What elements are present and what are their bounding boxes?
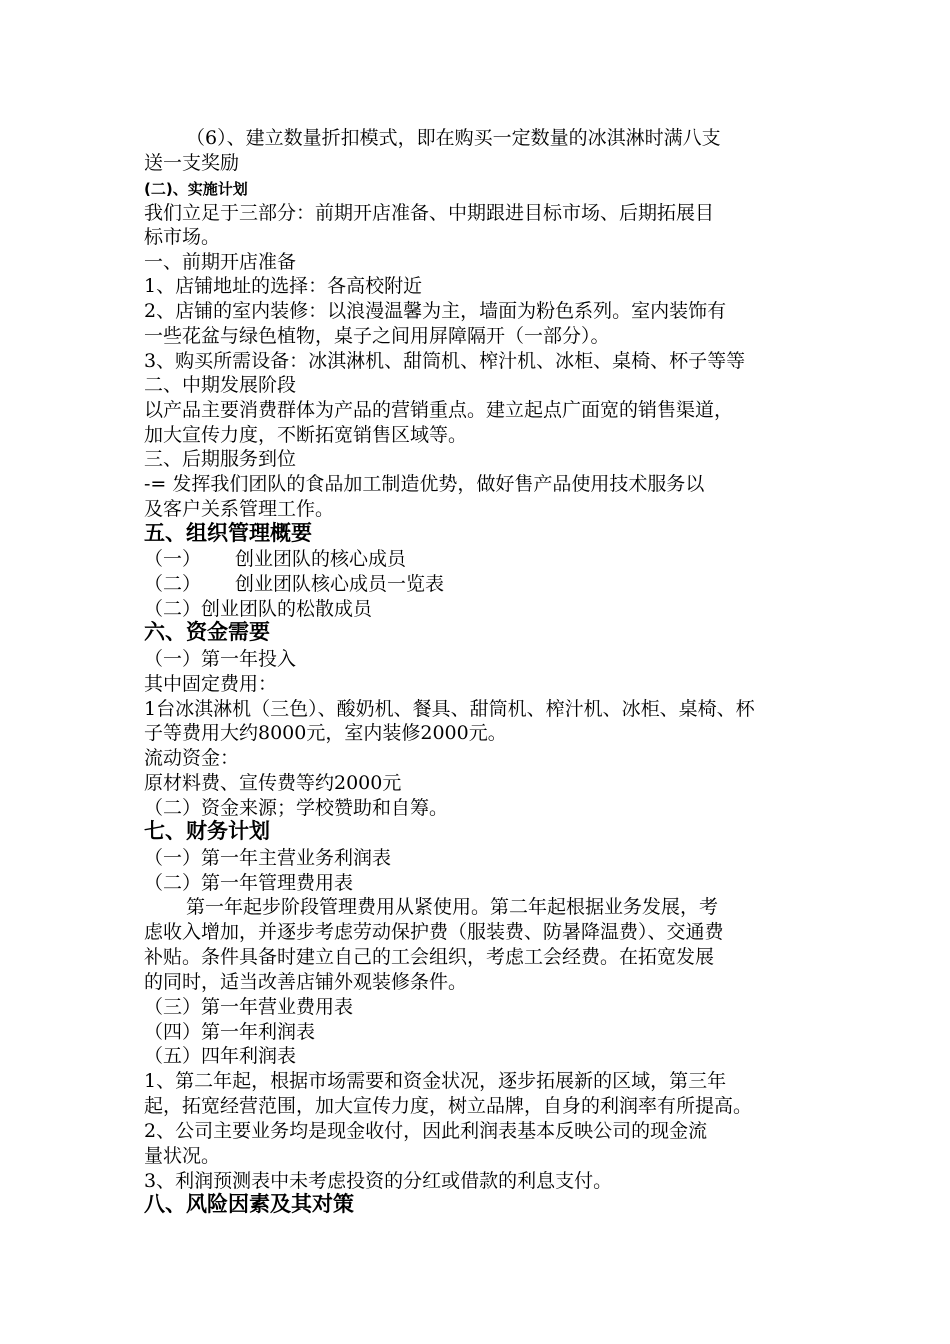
paragraph-line: 及客户关系管理工作。 — [144, 498, 335, 520]
list-item — [144, 547, 406, 571]
section-heading-6: 六、资金需要 — [144, 620, 270, 644]
paragraph-line: （三）第一年营业费用表 — [144, 996, 354, 1018]
paragraph-line: 3、利润预测表中未考虑投资的分红或借款的利息支付。 — [144, 1170, 613, 1192]
paragraph-line: 虑收入增加，并逐步考虑劳动保护费（服装费、防暑降温费）、交通费 — [144, 921, 724, 943]
paragraph-line: 的同时，适当改善店铺外观装修条件。 — [144, 971, 468, 993]
paragraph-line: 1台冰淇淋机（三色）、酸奶机、餐具、甜筒机、榨汁机、冰柜、桌椅、杯 — [144, 698, 755, 720]
paragraph-line: 标市场。 — [144, 226, 221, 248]
paragraph-line: 子等费用大约8000元，室内装修2000元。 — [144, 722, 507, 744]
list-item-number: （二） — [144, 573, 202, 595]
paragraph-line: （四）第一年利润表 — [144, 1021, 316, 1043]
paragraph-line: 补贴。条件具备时建立自己的工会组织，考虑工会经费。在拓宽发展 — [144, 946, 715, 968]
paragraph-line: （一）第一年主营业务利润表 — [144, 847, 392, 869]
paragraph-line: 送一支奖励 — [144, 152, 240, 174]
paragraph-line: 加大宣传力度，不断拓宽销售区域等。 — [144, 424, 468, 446]
section-heading-8: 八、风险因素及其对策 — [144, 1192, 354, 1216]
paragraph-line: （五）四年利润表 — [144, 1045, 297, 1067]
list-item-text: 创业团队的核心成员 — [235, 548, 407, 570]
paragraph-line: 一、前期开店准备 — [144, 251, 297, 273]
list-item — [144, 572, 444, 596]
paragraph-line: 三、后期服务到位 — [144, 448, 297, 470]
paragraph-line: （一）第一年投入 — [144, 648, 297, 670]
subsection-heading: (二)、实施计划 — [144, 180, 248, 198]
section-heading-7: 七、财务计划 — [144, 819, 270, 843]
paragraph-line: 量状况。 — [144, 1145, 221, 1167]
paragraph-line: 1、店铺地址的选择：各高校附近 — [144, 275, 423, 297]
paragraph-line: 流动资金： — [144, 747, 240, 769]
paragraph-line: 3、购买所需设备：冰淇淋机、甜筒机、榨汁机、冰柜、桌椅、杯子等等 — [144, 350, 746, 372]
section-heading-5: 五、组织管理概要 — [144, 521, 312, 545]
paragraph-line: 我们立足于三部分：前期开店准备、中期跟进目标市场、后期拓展目 — [144, 202, 715, 224]
paragraph-line: 2、店铺的室内装修：以浪漫温馨为主，墙面为粉色系列。室内装饰有 — [144, 300, 727, 322]
paragraph-line: 以产品主要消费群体为产品的营销重点。建立起点广面宽的销售渠道， — [144, 399, 734, 421]
paragraph-line: 一些花盆与绿色植物，桌子之间用屏障隔开（一部分）。 — [144, 325, 610, 347]
paragraph-line: （6）、建立数量折扣模式，即在购买一定数量的冰淇淋时满八支 — [186, 127, 721, 149]
paragraph-line: （二）资金来源；学校赞助和自筹。 — [144, 797, 449, 819]
paragraph-line: 其中固定费用： — [144, 673, 278, 695]
paragraph-line: （二）创业团队的松散成员 — [144, 598, 373, 620]
paragraph-line: 第一年起步阶段管理费用从紧使用。第二年起根据业务发展，考 — [186, 896, 719, 918]
paragraph-line: 2、公司主要业务均是现金收付，因此利润表基本反映公司的现金流 — [144, 1120, 708, 1142]
paragraph-line: 起，拓宽经营范围，加大宣传力度，树立品牌，自身的利润率有所提高。 — [144, 1095, 753, 1117]
paragraph-line: 原材料费、宣传费等约2000元 — [144, 772, 402, 794]
paragraph-line: 1、第二年起，根据市场需要和资金状况，逐步拓展新的区域，第三年 — [144, 1070, 727, 1092]
paragraph-line: （二）第一年管理费用表 — [144, 872, 354, 894]
list-item-text: 创业团队核心成员一览表 — [235, 573, 445, 595]
paragraph-line: 二、中期发展阶段 — [144, 374, 297, 396]
paragraph-line: -= 发挥我们团队的食品加工制造优势，做好售产品使用技术服务以 — [144, 473, 705, 495]
list-item-number: （一） — [144, 548, 202, 570]
